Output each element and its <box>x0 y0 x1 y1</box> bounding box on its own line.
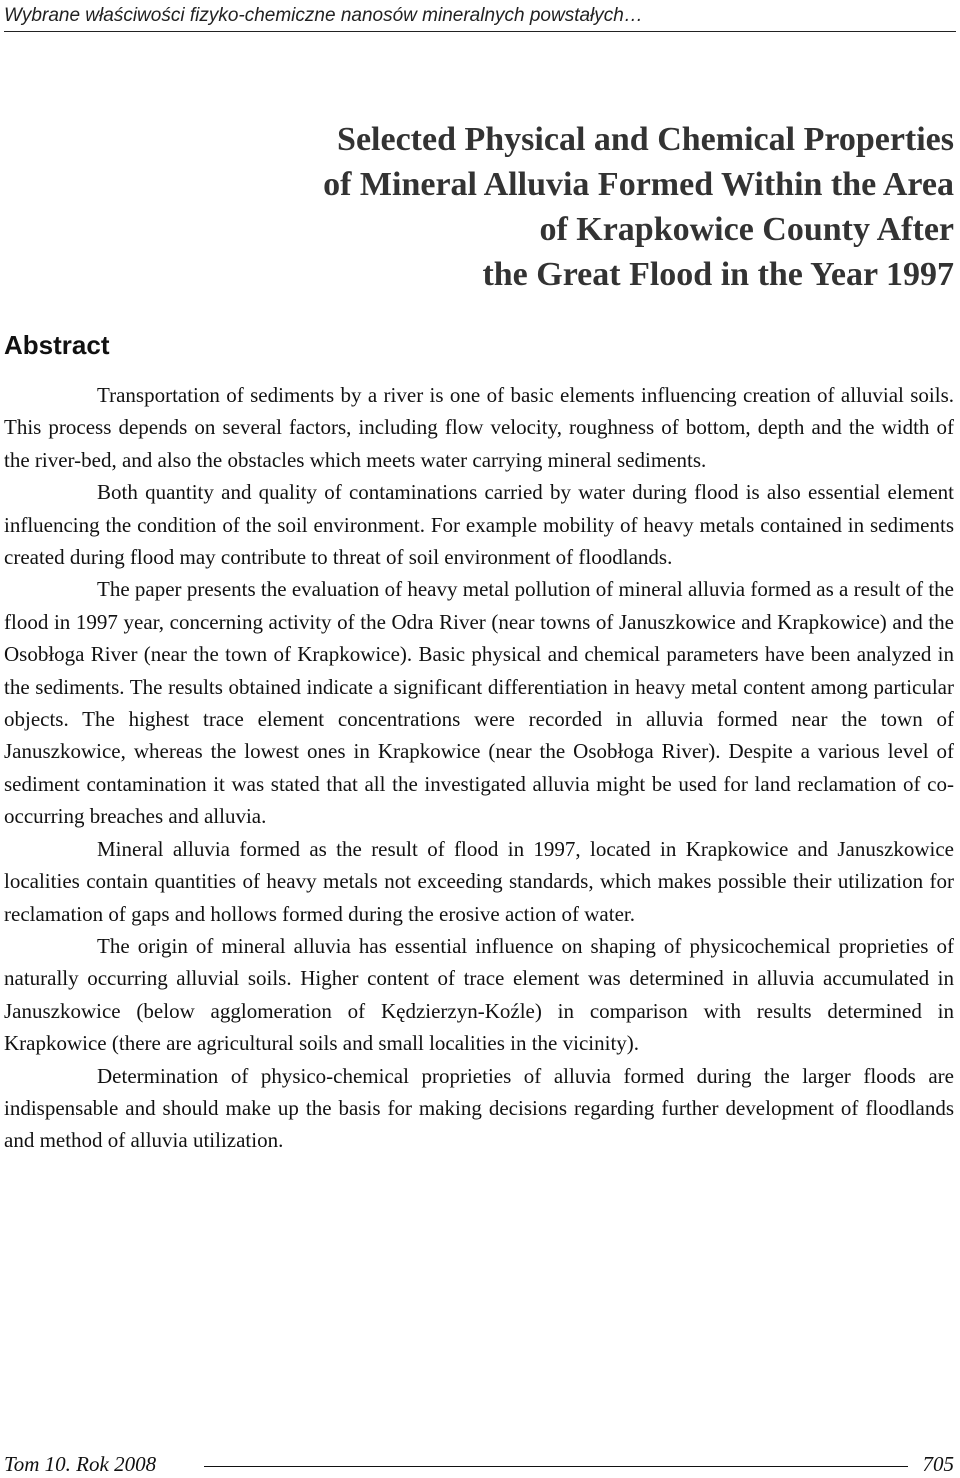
abstract-paragraph: Determination of physico-chemical proprieties of alluvia formed during the larger floods are indispensable and should make up the basis for making decisions regarding further development of floodlands and method of alluvia utilization. <box>4 1063 954 1153</box>
abstract-heading: Abstract <box>4 330 110 360</box>
journal-info: Tom 10. Rok 2008 <box>4 1452 157 1476</box>
title-line: the Great Flood in the Year 1997 <box>482 256 954 293</box>
abstract-paragraph: The origin of mineral alluvia has essential influence on shaping of physicochemical proprieties of naturally occurring alluvial soils. Higher content of trace element was determined in alluvia accumulated in Januszkowice (below agglomeration of Kędzierzyn-Koźle) in comparison with results determined in Krapkowice (there are agricultural soils and small localities in the vicinity). <box>4 933 954 1056</box>
running-head: Wybrane właściwości fizyko-chemiczne nanosów mineralnych powstałych… <box>4 4 956 32</box>
footer-rule <box>204 1466 908 1467</box>
abstract-paragraph: Both quantity and quality of contaminations carried by water during flood is also essential element influencing the condition of the soil environment. For example mobility of heavy metals contained in sediments created during flood may contribute to threat of soil environment of floodlands. <box>4 480 954 570</box>
abstract-paragraph: Mineral alluvia formed as the result of flood in 1997, located in Krapkowice and Januszkowice localities contain quantities of heavy metals not exceeding standards, which makes possible their utilization for reclamation of gaps and hollows formed during the erosive action of water. <box>4 836 954 926</box>
abstract-paragraph: The paper presents the evaluation of heavy metal pollution of mineral alluvia formed as a result of the flood in 1997 year, concerning activity of the Odra River (near towns of Januszkowice and Krapkowice) and the Osobłoga River (near the town of Krapkowice). Basic physical and chemical parameters have been analyzed in the sediments. The results obtained indicate a significant differentiation in heavy metal content among particular objects. The highest trace element concentrations were recorded in alluvia formed near the town of Januszkowice, whereas the lowest ones in Krapkowice (near the Osobłoga River). Despite a various level of sediment contamination it was stated that all the investigated alluvia might be used for land reclamation of co-occurring breaches and alluvia. <box>4 577 954 829</box>
page-number: 705 <box>922 1452 954 1476</box>
title-line: of Krapkowice County After <box>539 211 954 248</box>
article-title <box>194 117 954 297</box>
title-line: of Mineral Alluvia Formed Within the Area <box>323 166 954 203</box>
abstract-paragraph: Transportation of sediments by a river is one of basic elements influencing creation of alluvial soils. This process depends on several factors, including flow velocity, roughness of bottom, depth and the width of the river-bed, and also the obstacles which meets water carrying mineral sediments. <box>4 383 954 472</box>
page-footer <box>4 1450 954 1478</box>
title-line: Selected Physical and Chemical Properties <box>337 121 954 158</box>
abstract-body <box>4 379 954 1157</box>
